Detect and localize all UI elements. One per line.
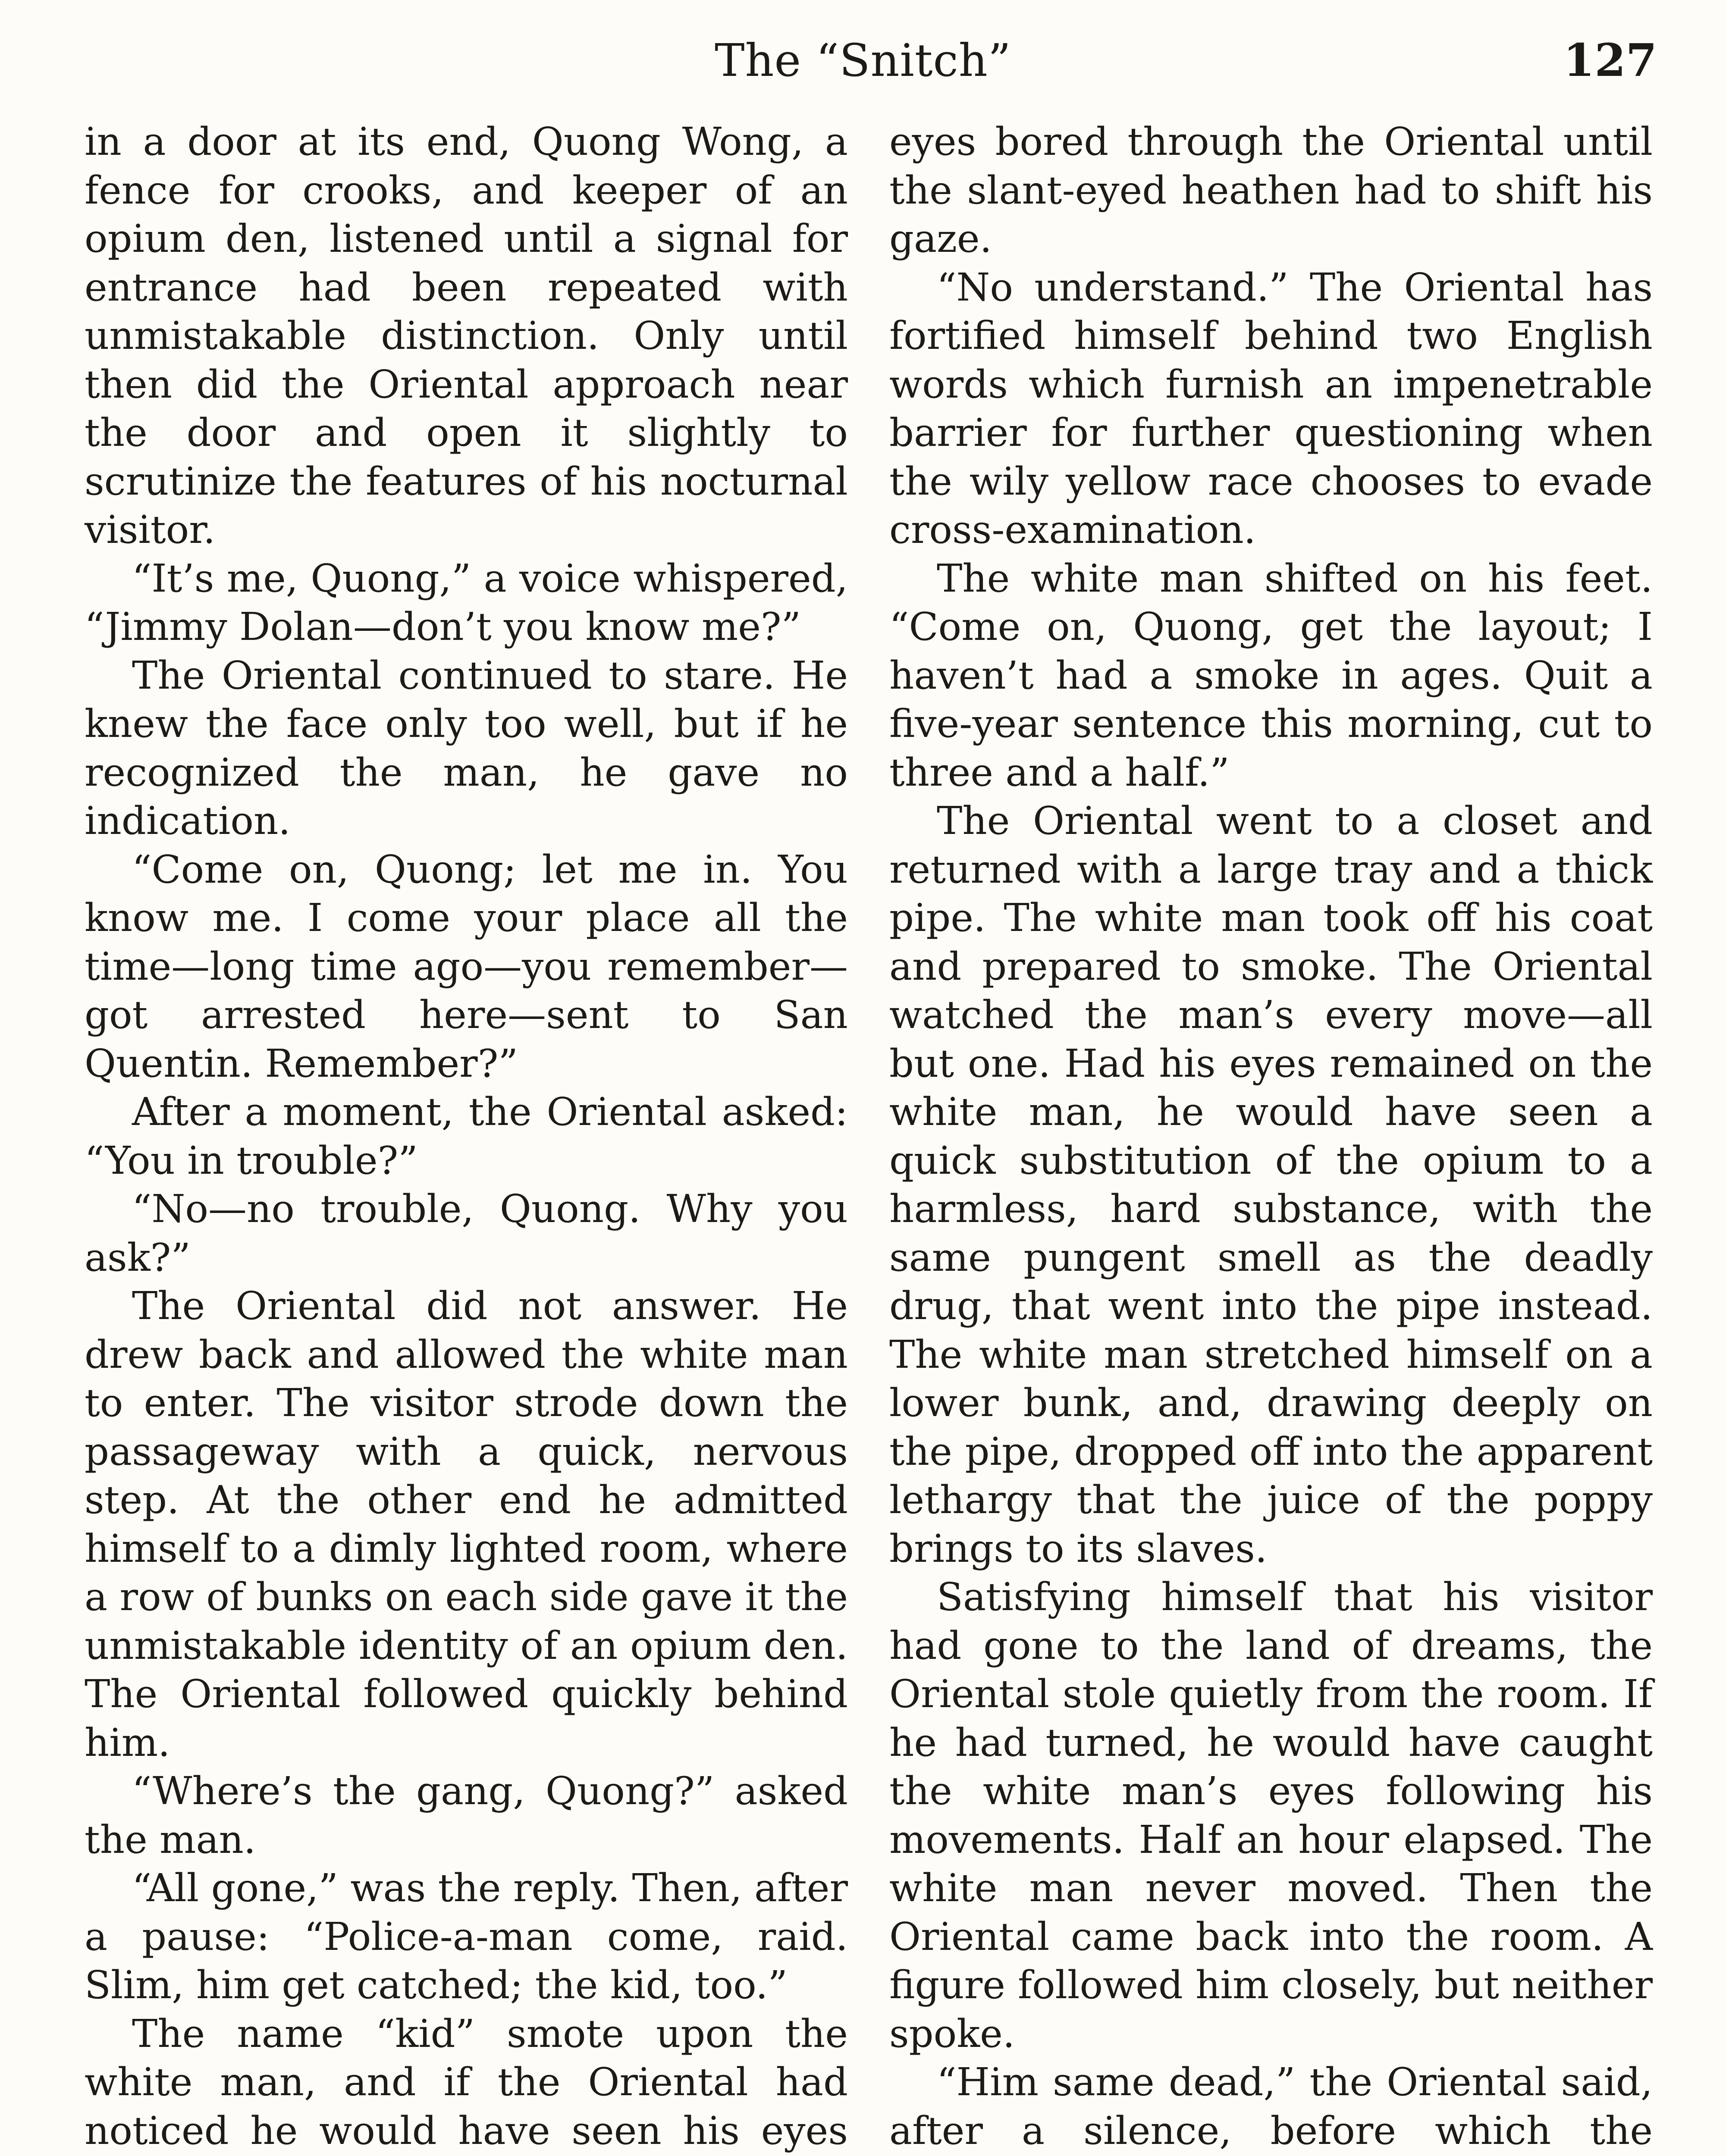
paragraph: “No—no trouble, Quong. Why you ask?”: [85, 1186, 848, 1280]
paragraph: “Where’s the gang, Quong?” asked the man.: [85, 1768, 848, 1862]
paragraph: The white man shifted on his feet. “Come on, Quong, get the layout; I haven’t had a smoke in ages. Quit a five-year sentence this morning, cut to three and a half.”: [889, 555, 1653, 795]
paragraph: The Oriental continued to stare. He knew the face only too well, but if he recognized the man, he gave no indication.: [85, 652, 848, 843]
paragraph: Satisfying himself that his visitor had gone to the land of dreams, the Oriental stole quietly from the room. If he had turned, he would have caught the white man’s eyes following his movements. Half an hour elapsed. The white man never moved. Then the Oriental came back into the room. A figure followed him closely, but neither spoke.: [889, 1574, 1653, 2056]
paragraph: “It’s me, Quong,” a voice whispered, “Jimmy Dolan—don’t you know me?”: [85, 555, 848, 649]
running-header: [0, 30, 1726, 91]
right-column: [889, 117, 1653, 2156]
page-number: 127: [1563, 34, 1657, 87]
chapter-title: The “Snitch”: [715, 34, 1011, 87]
paragraph: eyes bored through the Oriental until the slant-eyed heathen had to shift his gaze.: [889, 119, 1653, 261]
paragraph: “Him same dead,” the Oriental said, after a silence, before which the: [889, 2059, 1653, 2153]
paragraph: The name “kid” smote upon the white man, and if the Oriental had noticed he would have seen his eyes: [85, 2011, 848, 2153]
paragraph: “No understand.” The Oriental has fortified himself behind two English words which furnish an impenetrable barrier for further questioning when the wily yellow race chooses to evade cross-examination.: [889, 264, 1653, 552]
paragraph: After a moment, the Oriental asked: “You in trouble?”: [85, 1089, 848, 1183]
paragraph: “Come on, Quong; let me in. You know me. I come your place all the time—long time ago—you remember—got arrested here—sent to San Quentin. Remember?”: [85, 846, 848, 1086]
paragraph: The Oriental went to a closet and returned with a large tray and a thick pipe. The white man took off his coat and prepared to smoke. The Oriental watched the man’s every move—all but one. Had his eyes remained on the white man, he would have seen a quick substitution of the opium to a harmless, hard substance, with the same pungent smell as the deadly drug, that went into the pipe instead. The white man stretched himself on a lower bunk, and, drawing deeply on the pipe, dropped off into the apparent lethargy that the juice of the poppy brings to its slaves.: [889, 798, 1653, 1571]
paragraph: “All gone,” was the reply. Then, after a pause: “Police-a-man come, raid. Slim, him get catched; the kid, too.”: [85, 1865, 848, 2007]
left-column: [85, 117, 848, 2156]
paragraph: in a door at its end, Quong Wong, a fence for crooks, and keeper of an opium den, listened until a signal for entrance had been repeated with unmistakable distinction. Only until then did the Oriental approach near the door and open it slightly to scrutinize the features of his nocturnal visitor.: [85, 119, 848, 552]
paragraph: The Oriental did not answer. He drew back and allowed the white man to enter. The visitor strode down the passageway with a quick, nervous step. At the other end he admitted himself to a dimly lighted room, where a row of bunks on each side gave it the unmistakable identity of an opium den. The Oriental followed quickly behind him.: [85, 1283, 848, 1765]
